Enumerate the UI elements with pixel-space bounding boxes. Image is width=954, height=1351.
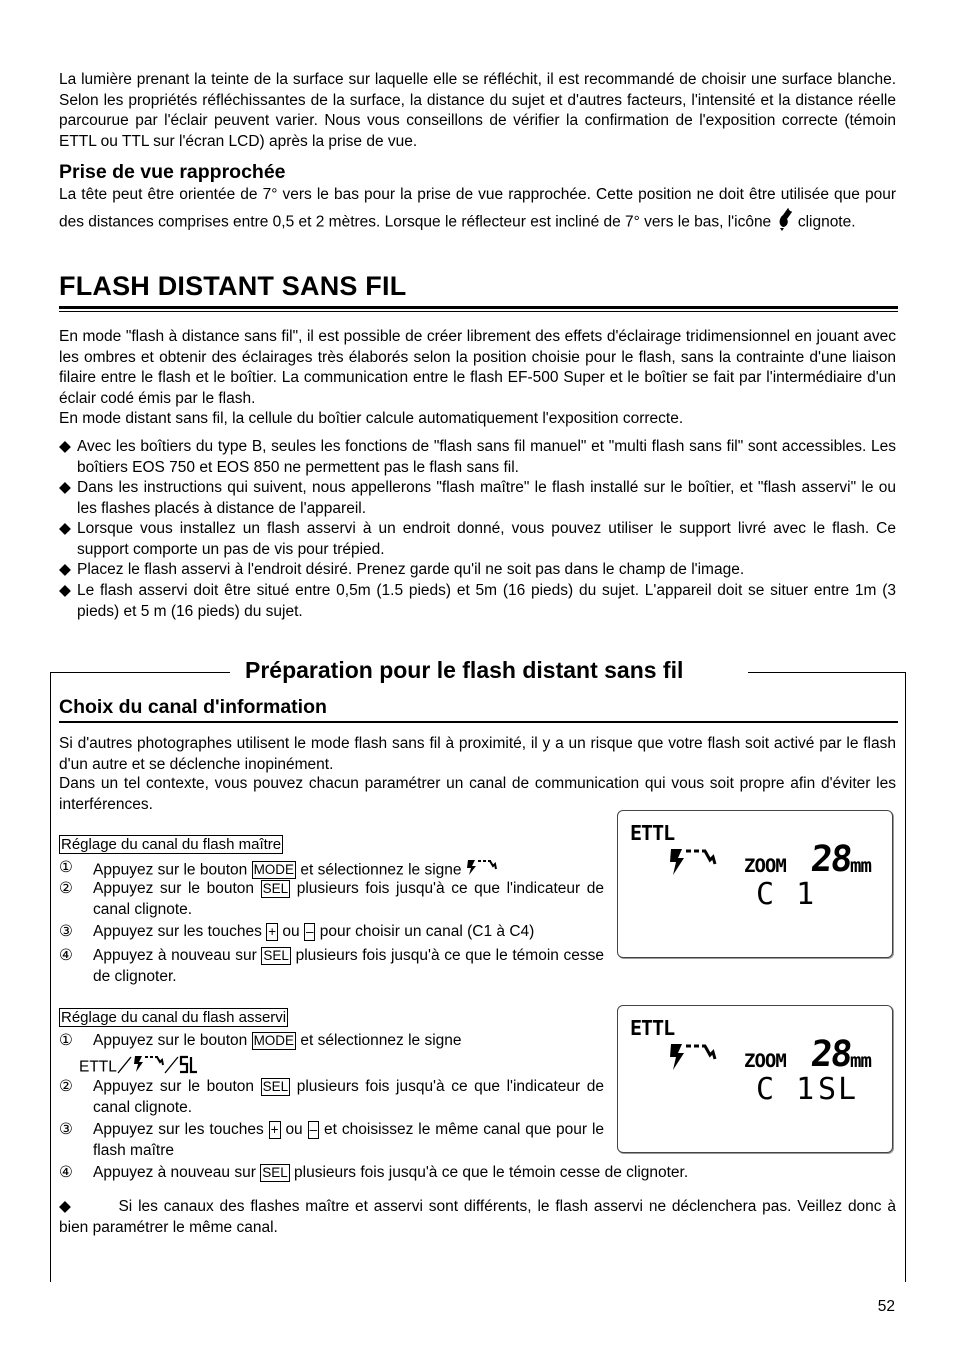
- step-text-b: et sélectionnez le signe: [300, 861, 462, 879]
- step-text-mid: ou: [285, 1121, 303, 1138]
- title-rule: [59, 306, 898, 309]
- lcd-channel: C 1: [756, 1072, 817, 1107]
- channel-note: [59, 1197, 896, 1238]
- bullet-diamond-icon: ◆: [59, 1198, 73, 1215]
- step-text: [93, 1031, 604, 1052]
- frame-left: [50, 672, 51, 1282]
- master-step-2: [59, 879, 604, 921]
- step-text: [93, 1120, 604, 1161]
- frame-top-right: [748, 672, 906, 673]
- step-text-a: Appuyez sur les touches: [93, 1121, 264, 1138]
- frame-right: [905, 672, 906, 1282]
- step-text-b: et choisissez le même canal que pour le flash maître: [93, 1121, 605, 1159]
- bullet-item: [59, 437, 896, 478]
- master-step-3: [59, 922, 604, 944]
- sel-key: SEL: [262, 1165, 288, 1180]
- master-label-text: Réglage du canal du flash maître: [61, 836, 282, 853]
- step-text-b: plusieurs fois jusqu'à ce que le témoin cesse de clignoter.: [294, 1164, 689, 1181]
- bullet-text: Le flash asservi doit être situé entre 0,5m (1.5 pieds) et 5m (16 pieds) du sujet. L'appareil doit se situer entre 1m (3 pieds) et 5 m (16 pieds) du sujet.: [77, 582, 896, 620]
- mode-key: MODE: [253, 1033, 295, 1048]
- step-number: ①: [59, 1032, 73, 1049]
- step-text-a: Appuyez sur le bouton: [93, 1032, 248, 1049]
- bullet-item: [59, 478, 896, 519]
- sel-key: SEL: [262, 1079, 289, 1094]
- lcd-panel-master: [617, 810, 893, 958]
- step-text-b: plusieurs fois jusqu'à ce que le témoin cesse de clignoter.: [93, 947, 604, 985]
- page-title: FLASH DISTANT SANS FIL: [59, 271, 407, 301]
- tilt-down-flash-icon: [776, 206, 794, 239]
- lcd-wireless-icon: [668, 847, 718, 882]
- step-text: [93, 879, 604, 920]
- slave-label: [59, 1008, 288, 1027]
- bullet-item: [59, 519, 896, 560]
- page-number: 52: [877, 1298, 895, 1315]
- slave-step-3: [59, 1120, 604, 1162]
- bullet-diamond-icon: ◆: [59, 438, 71, 455]
- step-text-a: Appuyez sur le bouton: [93, 880, 255, 897]
- step-text-b: pour choisir un canal (C1 à C4): [319, 923, 535, 940]
- lcd-channel: C 1: [756, 877, 817, 912]
- intro-paragraph: La lumière prenant la teinte de la surface sur laquelle elle se réfléchit, il est recommandé de choisir une surface blanche. Selon les propriétés réfléchissantes de la surface, la distance du sujet et d'autres facteurs, l'intensité et la distance réelle parcourue par l'éclair peuvent varier. Nous vous conseillons de vérifier la confirmation de l'exposition correcte (témoin ETTL ou TTL sur l'écran LCD) après la prise de vue.: [59, 71, 896, 150]
- closeup-text: La tête peut être orientée de 7° vers le bas pour la prise de vue rapprochée. Cette position ne doit être utilisée que pour des distances comprises entre 0,5 et 2 mètres. Lorsque le réflecteur est incliné de 7° vers le bas, l'icône: [59, 186, 896, 230]
- lcd-zoom-label: ZOOM: [744, 1050, 786, 1072]
- lcd-slave-indicator: SL: [818, 1072, 859, 1107]
- step-number: ③: [59, 1121, 73, 1138]
- step-text-a: Appuyez à nouveau sur: [93, 1164, 256, 1181]
- step-text: [93, 1163, 688, 1184]
- master-step-1: [59, 858, 604, 880]
- bullet-text: Avec les boîtiers du type B, seules les fonctions de "flash sans fil manuel" et "multi flash sans fil" sont accessibles. Les boîtiers EOS 750 et EOS 850 ne permettent pas le flash sans fil.: [77, 438, 896, 476]
- closeup-heading: Prise de vue rapprochée: [59, 161, 286, 183]
- frame-top-left: [50, 672, 230, 673]
- bullet-text: Placez le flash asservi à l'endroit désiré. Prenez garde qu'il ne soit pas dans le champ de l'image.: [77, 561, 745, 578]
- step-text: [93, 1077, 604, 1118]
- step-text: [93, 922, 604, 943]
- step-text-b: plusieurs fois jusqu'à ce que l'indicateur de canal clignote.: [93, 880, 604, 918]
- step-number: ④: [59, 1164, 73, 1181]
- mode-key: MODE: [253, 862, 295, 878]
- bullet-item: [59, 581, 896, 622]
- closeup-text-end: clignote.: [797, 212, 856, 230]
- step-text-mid: ou: [282, 923, 300, 940]
- slave-step-1: [59, 1031, 604, 1075]
- step-number: ④: [59, 947, 73, 964]
- lcd-panel-slave: [617, 1005, 893, 1153]
- lcd-zoom-value: 28: [808, 1034, 853, 1075]
- plus-key: +: [268, 924, 277, 939]
- channel-intro-2: Dans un tel contexte, vous pouvez chacun paramétrer un canal de communication qui vous soit propre afin d'éviter les interférences.: [59, 775, 896, 813]
- step-number: ①: [59, 859, 73, 876]
- sel-key: SEL: [262, 881, 289, 896]
- master-label: [59, 835, 283, 854]
- step-number: ③: [59, 923, 73, 940]
- lcd-zoom-value: 28: [808, 839, 853, 880]
- slave-label-text: Réglage du canal du flash asservi: [61, 1009, 287, 1026]
- channel-intro: Si d'autres photographes utilisent le mode flash sans fil à proximité, il y a un risque que votre flash soit activé par le flash d'un autre et se déclenche inopinément.: [59, 735, 896, 773]
- bullet-diamond-icon: ◆: [59, 582, 71, 599]
- step-text-a: Appuyez sur le bouton: [93, 861, 248, 879]
- lcd-mode-label: ETTL: [630, 1016, 675, 1040]
- sel-key: SEL: [263, 948, 289, 963]
- step-text-b: et sélectionnez le signe: [300, 1032, 462, 1049]
- wireless-intro: En mode "flash à distance sans fil", il est possible de créer librement des effets d'éclairage tridimensionnel en jouant avec les ombres et obtenir des éclairages très élaborés selon la position choisie pour le flash, sans la contrainte d'une liaison filaire entre le flash et le boîtier. La communication entre le flash EF-500 Super et le boîtier se fait par l'intermédiaire d'un éclair codé émis par le flash.: [59, 328, 896, 407]
- bullet-text: Lorsque vous installez un flash asservi à un endroit donné, vous pouvez utiliser le support livré avec le flash. Ce support comporte un pas de vis pour trépied.: [77, 520, 896, 558]
- bullet-diamond-icon: ◆: [59, 520, 71, 537]
- lcd-unit: mm: [850, 1050, 871, 1072]
- wireless-intro-2: En mode distant sans fil, la cellule du boîtier calcule automatiquement l'exposition correcte.: [59, 410, 684, 427]
- channel-rule: [59, 721, 898, 723]
- step-text-a: Appuyez sur le bouton: [93, 1078, 255, 1095]
- lcd-zoom-label: ZOOM: [744, 855, 786, 877]
- plus-key: +: [270, 1122, 279, 1137]
- step-text-a: Appuyez à nouveau sur: [93, 947, 257, 964]
- bullet-text: Dans les instructions qui suivent, nous appellerons "flash maître" le flash installé sur le boîtier, et "flash asservi" le ou les flashes placés à distance de l'appareil.: [77, 479, 896, 517]
- minus-key: –: [309, 1122, 318, 1137]
- step-number: ②: [59, 1078, 73, 1095]
- step-text: [93, 946, 604, 987]
- ettl-text: ETTL: [79, 1058, 117, 1076]
- slave-step-4: [59, 1163, 899, 1185]
- bullet-item: [59, 560, 896, 581]
- step-text-b: plusieurs fois jusqu'à ce que l'indicateur de canal clignote.: [93, 1078, 604, 1116]
- step-text-a: Appuyez sur les touches: [93, 923, 262, 940]
- bullet-diamond-icon: ◆: [59, 479, 71, 496]
- lcd-unit: mm: [850, 855, 871, 877]
- lcd-wireless-icon: [668, 1042, 718, 1077]
- master-step-4: [59, 946, 604, 988]
- prep-title: Préparation pour le flash distant sans fil: [245, 657, 684, 683]
- channel-heading: Choix du canal d'information: [59, 696, 327, 718]
- note-text: Si les canaux des flashes maître et asservi sont différents, le flash asservi ne déclenchera pas. Veillez donc à bien paramétrer le même canal.: [59, 1198, 896, 1236]
- lcd-mode-label: ETTL: [630, 821, 675, 845]
- slave-step-2: [59, 1077, 604, 1119]
- bullet-diamond-icon: ◆: [59, 561, 71, 578]
- title-rule-thin: [59, 311, 898, 312]
- closeup-paragraph: [59, 185, 896, 238]
- minus-key: –: [305, 924, 314, 939]
- step-number: ②: [59, 880, 73, 897]
